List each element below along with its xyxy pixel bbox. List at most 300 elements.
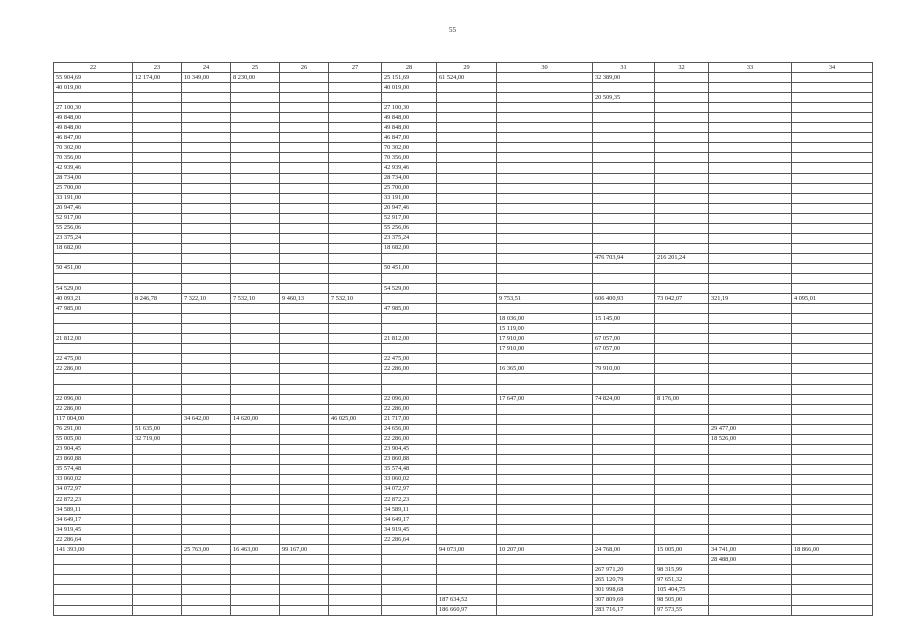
table-cell: 283 716,17 [593,605,655,615]
table-row [54,83,873,93]
table-cell: 70 356,00 [54,153,133,163]
table-cell [182,585,231,595]
table-cell [437,294,497,304]
table-cell [437,344,497,354]
table-cell [182,575,231,585]
table-cell [437,515,497,525]
table-cell [133,143,182,153]
table-cell [709,284,792,294]
table-cell [280,354,329,364]
table-cell [437,414,497,424]
column-header: 22 [54,63,133,73]
table-cell: 8 230,00 [231,73,280,83]
table-cell [382,93,437,103]
table-row [54,133,873,143]
table-cell [329,344,382,354]
table-cell: 47 985,00 [382,304,437,314]
table-cell: 22 872,23 [54,495,133,505]
table-cell [182,555,231,565]
table-cell: 23 860,88 [54,454,133,464]
table-cell [593,434,655,444]
table-cell [437,263,497,273]
table-cell [182,565,231,575]
table-cell: 40 019,00 [382,83,437,93]
table-cell [133,314,182,324]
table-cell: 32 719,00 [133,434,182,444]
table-cell [382,585,437,595]
table-cell [437,193,497,203]
table-cell [382,384,437,394]
table-cell [382,595,437,605]
table-cell [497,605,593,615]
table-cell [133,113,182,123]
table-cell [280,304,329,314]
table-cell: 28 734,00 [54,173,133,183]
table-cell [497,414,593,424]
table-cell: 22 286,00 [382,404,437,414]
table-cell [437,93,497,103]
table-cell [792,585,873,595]
table-cell [497,284,593,294]
column-header: 30 [497,63,593,73]
table-cell [655,284,709,294]
table-cell [593,143,655,153]
header-row [54,63,873,73]
table-cell [231,304,280,314]
table-cell [655,324,709,334]
table-cell [133,515,182,525]
table-cell [182,605,231,615]
table-cell: 50 451,00 [54,263,133,273]
table-cell [280,93,329,103]
table-cell [593,183,655,193]
table-cell: 67 057,00 [593,344,655,354]
table-cell [792,575,873,585]
table-cell [382,324,437,334]
table-cell [54,374,133,384]
table-cell [382,314,437,324]
table-cell: 51 635,00 [133,424,182,434]
table-cell [329,585,382,595]
table-cell [709,314,792,324]
table-row [54,213,873,223]
table-cell: 141 393,00 [54,545,133,555]
column-header: 33 [709,63,792,73]
table-cell: 52 917,00 [382,213,437,223]
table-cell: 70 356,00 [382,153,437,163]
table-cell [329,273,382,283]
table-cell [709,414,792,424]
table-cell [655,273,709,283]
table-cell [280,364,329,374]
table-row [54,253,873,263]
table-cell [182,173,231,183]
table-cell [593,223,655,233]
table-cell: 17 647,00 [497,394,593,404]
table-cell: 54 529,00 [382,284,437,294]
table-cell [497,113,593,123]
table-cell [655,424,709,434]
table-cell [792,354,873,364]
table-cell [231,284,280,294]
table-row [54,233,873,243]
table-cell [497,595,593,605]
table-cell: 99 167,00 [280,545,329,555]
table-cell: 98 315,99 [655,565,709,575]
table-cell: 49 848,00 [54,123,133,133]
table-cell [655,454,709,464]
table-cell [182,83,231,93]
table-cell [497,535,593,545]
table-cell [497,243,593,253]
table-cell [182,213,231,223]
table-cell [655,103,709,113]
table-cell: 8 246,78 [133,294,182,304]
table-cell [182,263,231,273]
table-cell [792,143,873,153]
table-cell [329,304,382,314]
table-cell: 15 145,00 [593,314,655,324]
table-cell [593,505,655,515]
table-cell [329,233,382,243]
table-cell [497,454,593,464]
table-cell [792,495,873,505]
table-cell: 23 904,45 [54,444,133,454]
table-cell [709,103,792,113]
table-cell [182,505,231,515]
table-cell [709,263,792,273]
table-cell [437,424,497,434]
table-cell: 9 753,51 [497,294,593,304]
table-cell: 50 451,00 [382,263,437,273]
table-row [54,273,873,283]
table-cell [709,324,792,334]
table-cell [133,525,182,535]
table-cell [792,464,873,474]
table-cell [329,183,382,193]
table-cell: 20 947,46 [54,203,133,213]
table-cell [329,223,382,233]
table-cell [231,595,280,605]
table-cell [593,474,655,484]
table-cell: 42 939,46 [54,163,133,173]
table-cell [709,464,792,474]
table-cell [655,314,709,324]
table-cell [329,424,382,434]
table-cell [329,555,382,565]
table-cell [497,585,593,595]
table-cell [329,263,382,273]
table-cell [54,314,133,324]
table-cell [792,374,873,384]
table-cell [709,163,792,173]
table-cell [792,183,873,193]
table-cell [182,193,231,203]
table-cell [280,203,329,213]
table-cell [437,113,497,123]
table-cell [382,374,437,384]
page-number: 55 [449,26,456,34]
table-cell [792,103,873,113]
table-cell [182,424,231,434]
table-cell [329,444,382,454]
table-row [54,73,873,83]
table-cell [792,213,873,223]
table-cell [133,354,182,364]
table-cell: 29 477,00 [709,424,792,434]
table-cell [497,133,593,143]
table-cell [133,123,182,133]
table-cell [231,83,280,93]
table-cell [655,384,709,394]
table-cell [437,585,497,595]
table-cell [437,324,497,334]
table-cell: 70 302,00 [54,143,133,153]
table-cell: 307 809,69 [593,595,655,605]
table-row [54,565,873,575]
table-row [54,334,873,344]
table-cell [182,364,231,374]
table-cell [133,304,182,314]
table-cell [792,364,873,374]
table-cell [231,464,280,474]
table-cell [593,83,655,93]
table-cell [133,223,182,233]
table-row [54,243,873,253]
table-cell [182,595,231,605]
table-row [54,434,873,444]
table-cell [437,434,497,444]
table-cell [497,484,593,494]
table-cell [655,123,709,133]
table-cell [655,505,709,515]
table-cell [792,93,873,103]
column-header: 27 [329,63,382,73]
table-cell [133,444,182,454]
table-cell [655,535,709,545]
table-cell: 35 574,48 [382,464,437,474]
table-cell [231,515,280,525]
table-cell: 25 700,00 [54,183,133,193]
table-cell [709,354,792,364]
table-cell [437,444,497,454]
table-cell [280,595,329,605]
table-cell [231,233,280,243]
table-cell [382,344,437,354]
table-cell [437,284,497,294]
table-cell [593,113,655,123]
table-cell [231,354,280,364]
table-cell [231,384,280,394]
table-cell [231,163,280,173]
table-cell [655,83,709,93]
table-cell [437,123,497,133]
table-cell: 22 096,00 [54,394,133,404]
table-cell [497,73,593,83]
table-cell [329,525,382,535]
table-cell: 25 151,69 [382,73,437,83]
table-cell [709,535,792,545]
table-row [54,575,873,585]
table-cell: 10 349,00 [182,73,231,83]
table-cell [709,404,792,414]
table-cell [133,545,182,555]
table-cell [593,173,655,183]
table-cell [280,474,329,484]
table-cell [182,304,231,314]
table-cell: 117 004,00 [54,414,133,424]
table-cell [655,213,709,223]
table-cell: 70 302,00 [382,143,437,153]
table-cell [182,133,231,143]
table-cell [437,203,497,213]
table-cell [792,535,873,545]
table-cell [133,83,182,93]
table-cell [329,484,382,494]
table-cell [497,183,593,193]
table-cell: 16 365,00 [497,364,593,374]
table-cell [280,183,329,193]
table-cell [437,454,497,464]
table-cell [280,495,329,505]
table-cell [382,294,437,304]
table-cell [437,404,497,414]
table-cell: 34 649,17 [382,515,437,525]
table-cell [437,334,497,344]
table-cell [709,525,792,535]
table-cell: 27 100,30 [382,103,437,113]
table-cell [133,284,182,294]
table-cell [280,213,329,223]
table-cell [437,575,497,585]
table-cell [54,273,133,283]
table-cell [593,444,655,454]
table-cell: 24 768,00 [593,545,655,555]
table-cell [54,595,133,605]
table-cell [709,384,792,394]
table-cell [329,505,382,515]
table-cell [231,113,280,123]
table-cell [497,474,593,484]
table-cell [280,535,329,545]
table-cell: 22 286,00 [382,434,437,444]
table-cell: 22 475,00 [54,354,133,364]
table-cell [709,454,792,464]
table-cell [437,474,497,484]
table-cell: 22 286,64 [382,535,437,545]
table-cell: 22 286,00 [382,364,437,374]
table-cell [280,143,329,153]
table-cell [709,273,792,283]
column-header: 34 [792,63,873,73]
table-cell [497,495,593,505]
table-cell [437,565,497,575]
table-cell [497,354,593,364]
table-cell [792,314,873,324]
table-cell [792,203,873,213]
table-cell [655,93,709,103]
table-row [54,113,873,123]
table-cell: 18 866,00 [792,545,873,555]
table-cell [593,424,655,434]
table-cell: 46 847,00 [54,133,133,143]
table-cell [709,243,792,253]
table-cell [182,484,231,494]
table-cell: 22 872,23 [382,495,437,505]
table-cell [437,495,497,505]
table-cell [329,515,382,525]
table-row [54,404,873,414]
table-cell: 32 389,00 [593,73,655,83]
table-cell [497,464,593,474]
table-cell: 10 207,00 [497,545,593,555]
table-cell [280,163,329,173]
table-cell [329,595,382,605]
table-cell [280,193,329,203]
table-cell: 35 574,48 [54,464,133,474]
table-cell [655,484,709,494]
table-cell [655,444,709,454]
table-cell [182,243,231,253]
table-cell [231,314,280,324]
table-cell [133,484,182,494]
table-cell [655,223,709,233]
column-header: 32 [655,63,709,73]
table-cell [182,384,231,394]
table-cell [329,394,382,404]
table-cell [593,243,655,253]
table-cell [280,424,329,434]
table-cell [231,334,280,344]
table-cell: 97 651,32 [655,575,709,585]
table-cell [133,213,182,223]
table-cell: 40 093,21 [54,294,133,304]
table-cell [792,344,873,354]
table-cell [280,103,329,113]
table-row [54,153,873,163]
table-cell [133,364,182,374]
table-cell: 22 286,64 [54,535,133,545]
table-cell [709,233,792,243]
table-cell [655,304,709,314]
table-cell: 24 656,00 [382,424,437,434]
table-cell [709,193,792,203]
table-row [54,515,873,525]
table-cell [655,243,709,253]
table-cell [497,223,593,233]
table-cell [382,273,437,283]
table-cell: 55 005,00 [54,434,133,444]
table-cell [231,243,280,253]
table-cell [437,394,497,404]
table-cell [182,515,231,525]
table-cell [182,344,231,354]
table-cell [231,474,280,484]
table-cell [792,243,873,253]
table-cell [437,213,497,223]
table-cell [231,374,280,384]
table-cell: 321,19 [709,294,792,304]
table-cell [182,183,231,193]
table-cell [329,565,382,575]
table-cell [182,223,231,233]
table-cell: 27 100,30 [54,103,133,113]
table-cell: 23 904,45 [382,444,437,454]
table-cell [329,364,382,374]
table-cell: 34 589,11 [54,505,133,515]
table-cell [437,484,497,494]
table-row [54,263,873,273]
